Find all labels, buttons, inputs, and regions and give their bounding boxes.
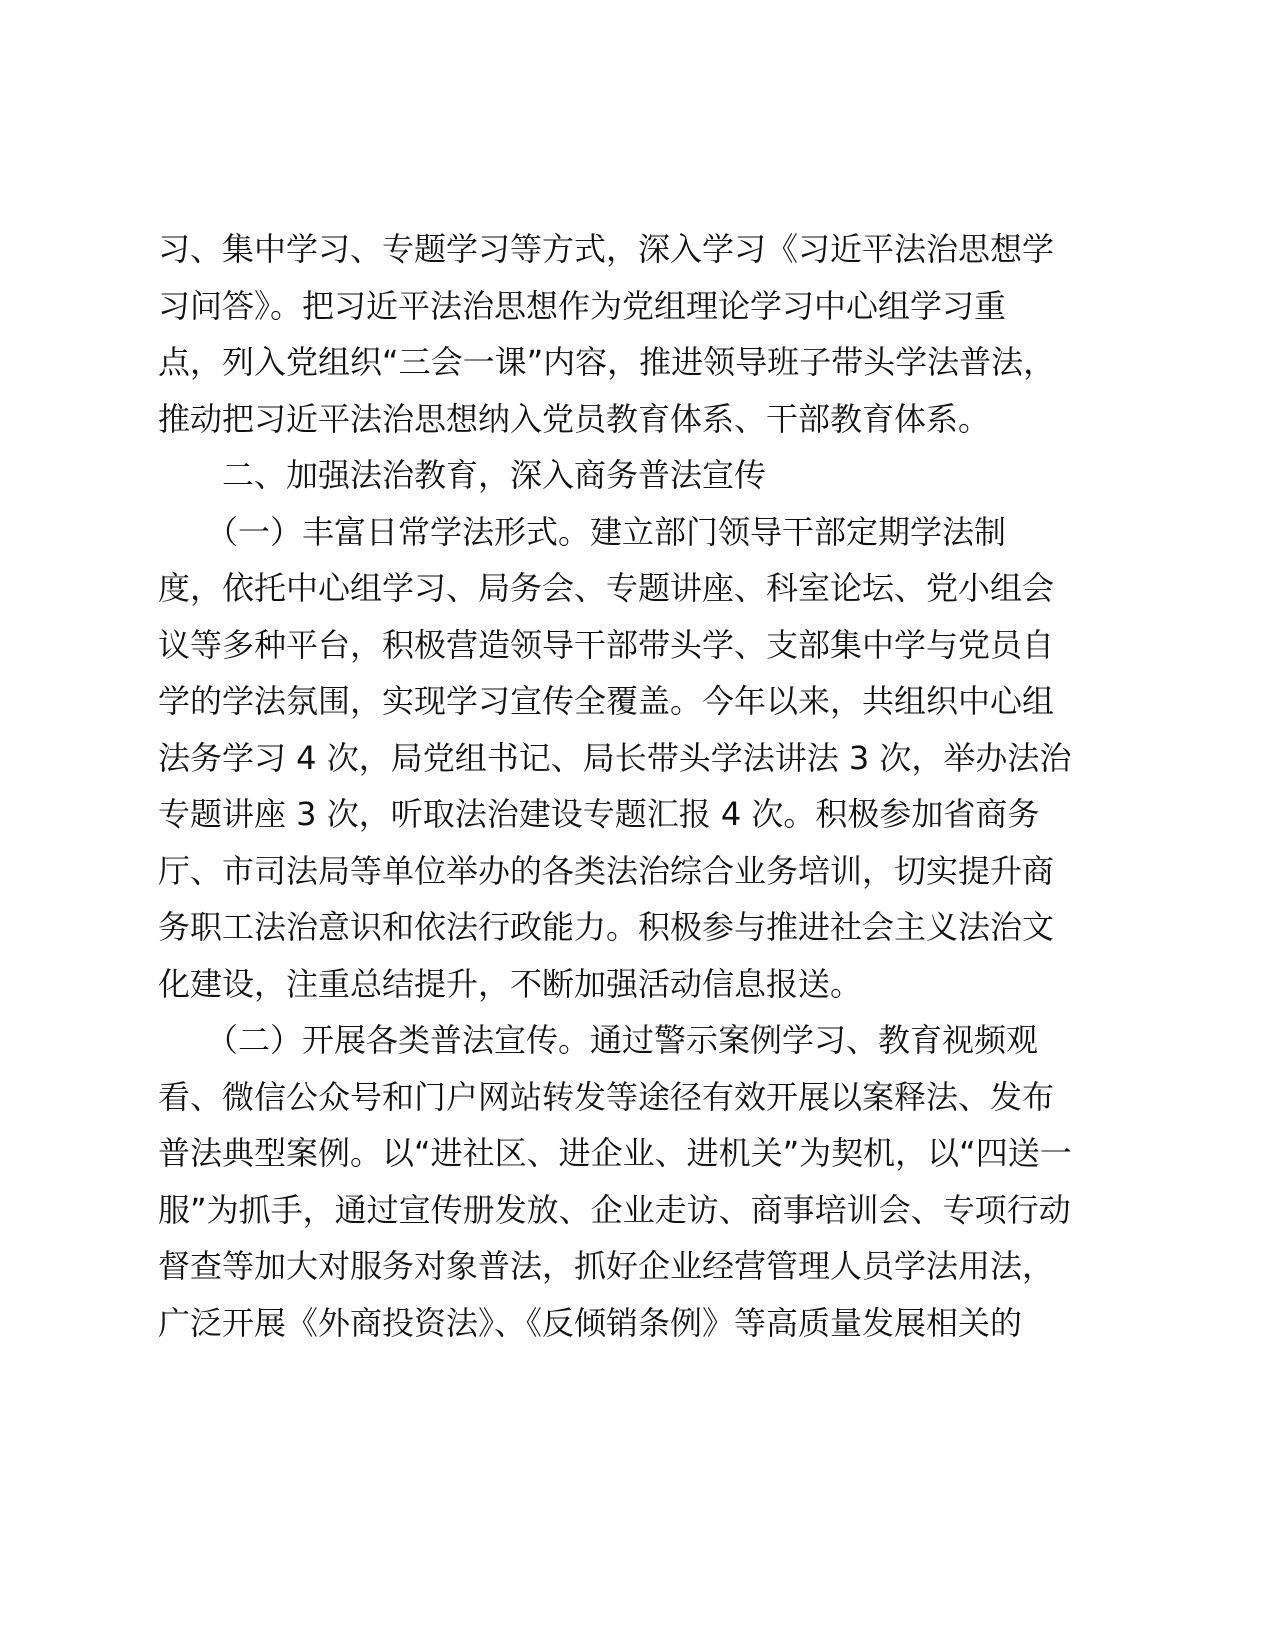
text-line: 务职工法治意识和依法行政能力。积极参与推进社会主义法治文 [158, 908, 1055, 946]
text-line: 度，依托中心组学习、局务会、专题讲座、科室论坛、党小组会 [158, 569, 1055, 607]
text-line: 普法典型案例。以“进社区、进企业、进机关”为契机，以“四送一 [158, 1134, 1072, 1172]
text-line: 点，列入党组织“三会一课”内容，推进领导班子带头学法普法， [158, 343, 1056, 381]
text-line: 专题讲座 3 次，听取法治建设专题汇报 4 次。积极参加省商务 [158, 795, 1040, 833]
body-text [158, 221, 1078, 1351]
text-line: 议等多种平台，积极营造领导干部带头学、支部集中学与党员自 [158, 625, 1055, 664]
text-line: 推动把习近平法治思想纳入党员教育体系、干部教育体系。 [158, 399, 991, 438]
text-line: （二）开展各类普法宣传。通过警示案例学习、教育视频观 [158, 1021, 1039, 1059]
text-line: （一）丰富日常学法形式。建立部门领导干部定期学法制 [158, 512, 1007, 551]
text-line: 看、微信公众号和门户网站转发等途径有效开展以案释法、发布 [158, 1077, 1055, 1116]
text-line: 习、集中学习、专题学习等方式，深入学习《习近平法治思想学 [158, 230, 1055, 268]
text-line: 学的学法氛围，实现学习宣传全覆盖。今年以来，共组织中心组 [158, 682, 1055, 720]
section-heading: 二、加强法治教育，深入商务普法宣传 [158, 456, 767, 494]
text-line: 服”为抓手，通过宣传册发放、企业走访、商事培训会、专项行动 [158, 1190, 1071, 1229]
text-line: 广泛开展《外商投资法》、《反倾销条例》等高质量发展相关的 [158, 1303, 1023, 1342]
text-line: 习问答》。把习近平法治思想作为党组理论学习中心组学习重 [158, 286, 1007, 325]
text-line: 化建设，注重总结提升，不断加强活动信息报送。 [158, 964, 863, 1003]
text-line: 厅、市司法局等单位举办的各类法治综合业务培训，切实提升商 [158, 851, 1055, 890]
text-line: 督查等加大对服务对象普法，抓好企业经营管理人员学法用法， [158, 1247, 1055, 1285]
text-line: 法务学习 4 次，局党组书记、局长带头学法讲法 3 次，举办法治 [158, 738, 1072, 777]
